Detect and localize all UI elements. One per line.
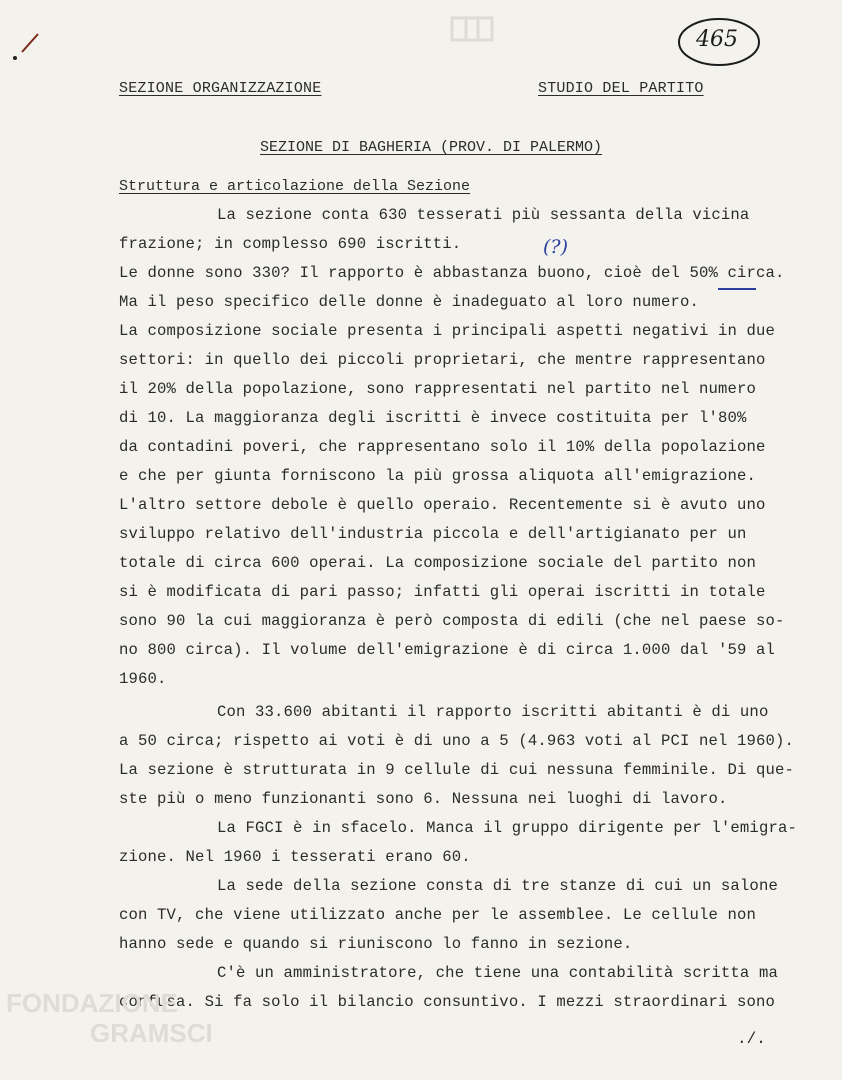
body-line: Le donne sono 330? Il rapporto è abbastanza buono, cioè del 50% circa.	[119, 264, 785, 282]
body-line: si è modificata di pari passo; infatti gli operai iscritti in totale	[119, 583, 766, 601]
body-line: e che per giunta forniscono la più grossa aliquota all'emigrazione.	[119, 467, 757, 485]
body-line: da contadini poveri, che rappresentano solo il 10% della popolazione	[119, 438, 766, 456]
archive-number: 465	[696, 27, 738, 52]
archive-number-stamp	[676, 16, 762, 68]
body-line: hanno sede e quando si riuniscono lo fanno in sezione.	[119, 935, 633, 953]
body-line: C'è un amministratore, che tiene una contabilità scritta ma	[217, 964, 778, 982]
foundation-watermark	[6, 988, 213, 1048]
body-line: ste più o meno funzionanti sono 6. Nessuna nei luoghi di lavoro.	[119, 790, 728, 808]
watermark-line-2: GRAMSCI	[90, 1018, 213, 1048]
header-right: STUDIO DEL PARTITO	[538, 80, 704, 97]
header-left: SEZIONE ORGANIZZAZIONE	[119, 80, 322, 97]
section-subtitle: Struttura e articolazione della Sezione	[119, 178, 471, 195]
body-line: frazione; in complesso 690 iscritti.	[119, 235, 462, 253]
body-line: La sede della sezione consta di tre stanze di cui un salone	[217, 877, 778, 895]
document-title: SEZIONE DI BAGHERIA (PROV. DI PALERMO)	[260, 139, 603, 156]
archive-logo-icon	[448, 14, 496, 44]
body-line: confusa. Si fa solo il bilancio consuntivo. I mezzi straordinari sono	[119, 993, 776, 1011]
handwritten-underline	[718, 288, 756, 290]
body-line: 1960.	[119, 670, 167, 688]
body-line: a 50 circa; rispetto ai voti è di uno a 5 (4.963 voti al PCI nel 1960).	[119, 732, 795, 750]
body-line: no 800 circa). Il volume dell'emigrazione è di circa 1.000 dal '59 al	[119, 641, 776, 659]
pen-tick-mark	[8, 18, 48, 64]
body-line: La sezione conta 630 tesserati più sessanta della vicina	[217, 206, 750, 224]
body-line: totale di circa 600 operai. La composizione sociale del partito non	[119, 554, 757, 572]
body-line: Con 33.600 abitanti il rapporto iscritti abitanti è di uno	[217, 703, 769, 721]
body-line: L'altro settore debole è quello operaio. Recentemente si è avuto uno	[119, 496, 766, 514]
body-line: La FGCI è in sfacelo. Manca il gruppo dirigente per l'emigra-	[217, 819, 797, 837]
body-line: con TV, che viene utilizzato anche per le assemblee. Le cellule non	[119, 906, 757, 924]
watermark-line-1: FONDAZIONE	[6, 988, 178, 1018]
body-line: il 20% della popolazione, sono rappresentati nel partito nel numero	[119, 380, 757, 398]
body-line: zione. Nel 1960 i tesserati erano 60.	[119, 848, 471, 866]
body-line: La sezione è strutturata in 9 cellule di cui nessuna femminile. Di que-	[119, 761, 795, 779]
handwritten-question-note: (?)	[543, 236, 569, 258]
body-line: sviluppo relativo dell'industria piccola e dell'artigianato per un	[119, 525, 747, 543]
body-line: La composizione sociale presenta i principali aspetti negativi in due	[119, 322, 776, 340]
body-line: di 10. La maggioranza degli iscritti è invece costituita per l'80%	[119, 409, 747, 427]
body-line: sono 90 la cui maggioranza è però composta di edili (che nel paese so-	[119, 612, 785, 630]
body-line: settori: in quello dei piccoli proprietari, che mentre rappresentano	[119, 351, 766, 369]
page-continuation-mark: ./.	[737, 1030, 766, 1048]
body-line: Ma il peso specifico delle donne è inadeguato al loro numero.	[119, 293, 699, 311]
